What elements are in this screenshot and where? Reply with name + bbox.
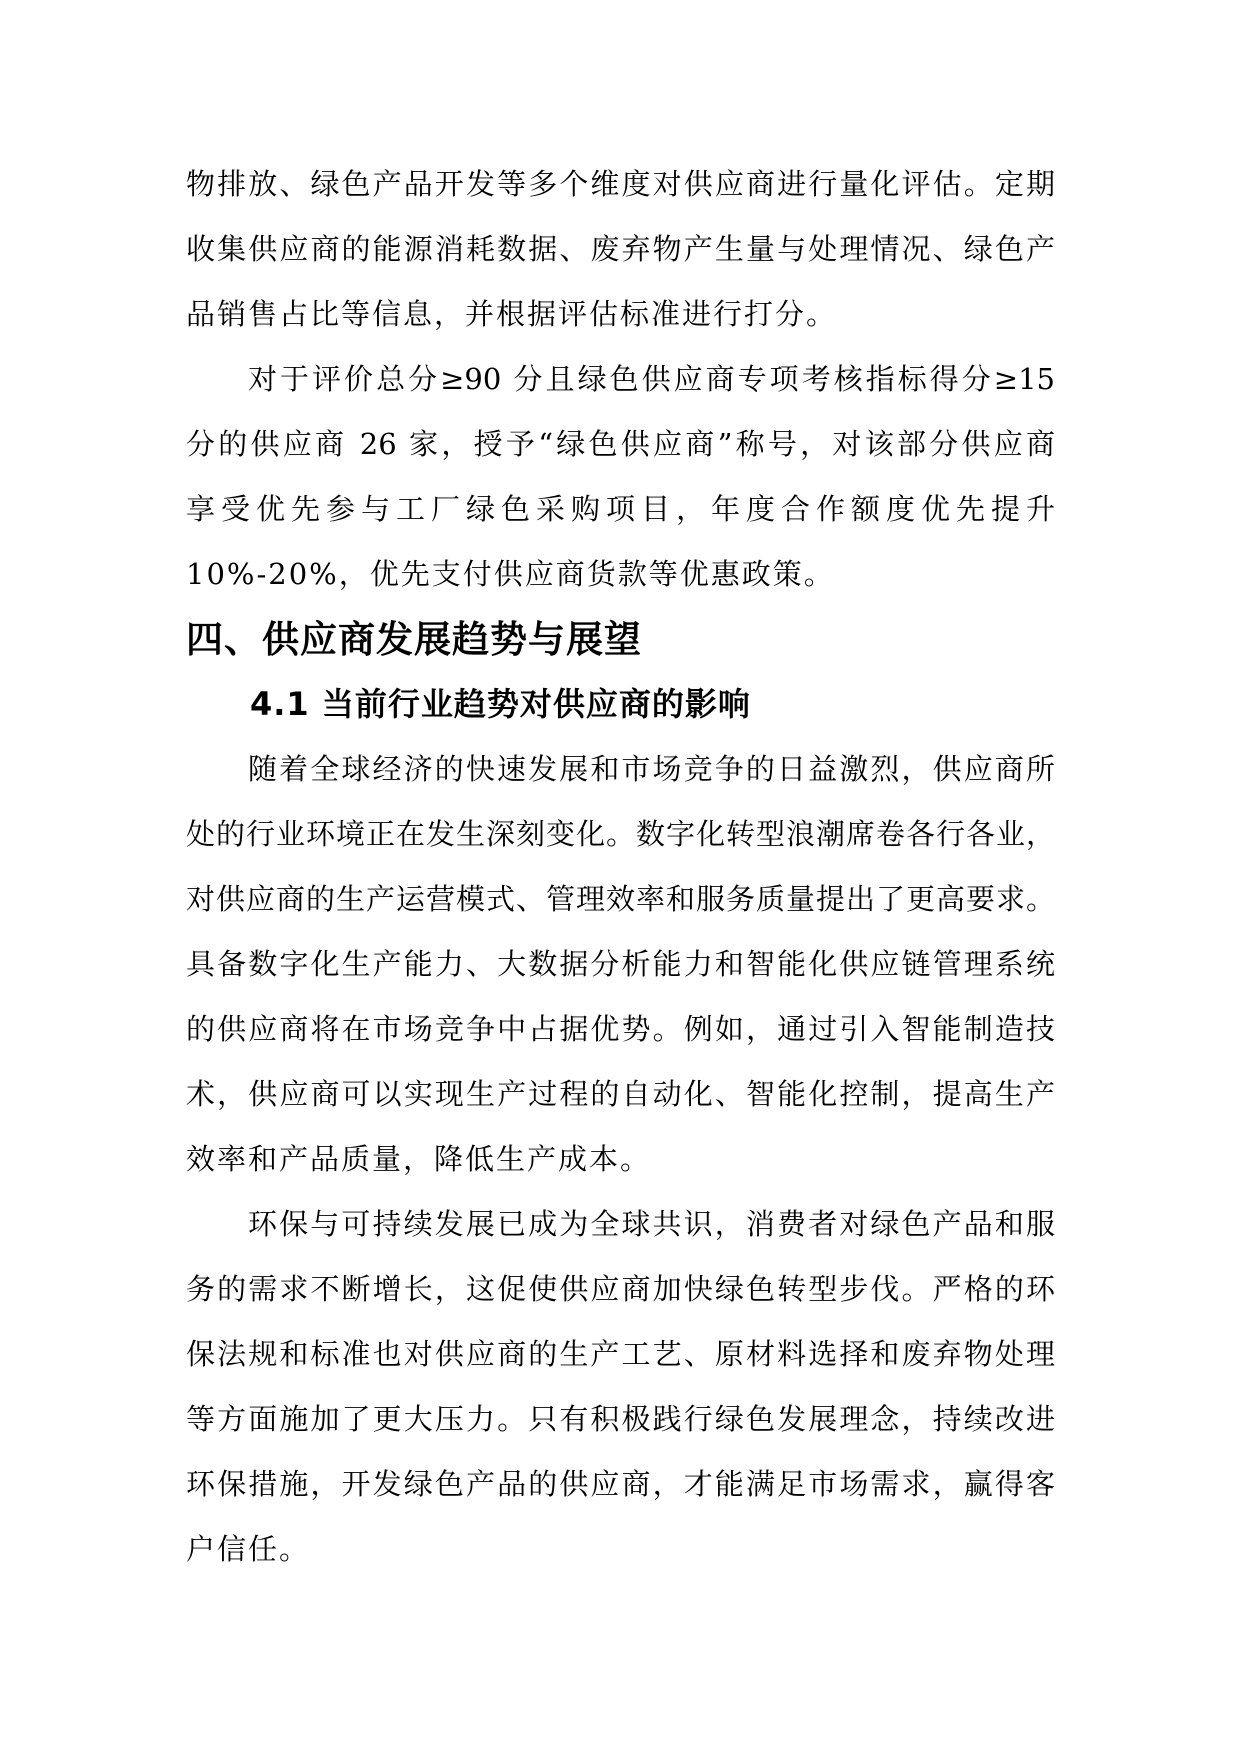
paragraph — [186, 347, 1055, 607]
paragraph-line: 物排放、绿色产品开发等多个维度对供应商进行量化评估。定期 — [186, 167, 1055, 201]
paragraph-line: 环保与可持续发展已成为全球共识，消费者对绿色产品和服 — [248, 1207, 1055, 1241]
paragraph-line: 环保措施，开发绿色产品的供应商，才能满足市场需求，赢得客 — [186, 1467, 1055, 1501]
paragraph-line: 户信任。 — [186, 1532, 311, 1566]
paragraph-line: 术，供应商可以实现生产过程的自动化、智能化控制，提高生产 — [186, 1077, 1055, 1111]
paragraph-line: 的供应商将在市场竞争中占据优势。例如，通过引入智能制造技 — [186, 1012, 1055, 1046]
paragraph-line: 处的行业环境正在发生深刻变化。数字化转型浪潮席卷各行各业， — [186, 817, 1055, 851]
subsection-heading: 4.1 当前行业趋势对供应商的影响 — [250, 685, 751, 723]
paragraph-line: 等方面施加了更大压力。只有积极践行绿色发展理念，持续改进 — [186, 1402, 1055, 1436]
page-text-content — [186, 152, 1055, 1582]
paragraph-line: 10%-20%，优先支付供应商货款等优惠政策。 — [186, 557, 835, 591]
section-heading: 四、供应商发展趋势与展望 — [186, 618, 642, 661]
paragraph-line: 收集供应商的能源消耗数据、废弃物产生量与处理情况、绿色产 — [186, 232, 1055, 266]
paragraph-line: 效率和产品质量，降低生产成本。 — [186, 1142, 652, 1176]
paragraph — [186, 1192, 1055, 1582]
paragraph-line: 分的供应商 26 家，授予“绿色供应商”称号，对该部分供应商 — [186, 427, 1055, 461]
paragraph — [186, 152, 1055, 347]
paragraph — [186, 737, 1055, 1192]
paragraph-line: 务的需求不断增长，这促使供应商加快绿色转型步伐。严格的环 — [186, 1272, 1055, 1306]
paragraph-line: 保法规和标准也对供应商的生产工艺、原材料选择和废弃物处理 — [186, 1337, 1055, 1371]
paragraph-line: 具备数字化生产能力、大数据分析能力和智能化供应链管理系统 — [186, 947, 1055, 981]
paragraph-line: 对于评价总分≥90 分且绿色供应商专项考核指标得分≥15 — [248, 362, 1055, 396]
paragraph-line: 随着全球经济的快速发展和市场竞争的日益激烈，供应商所 — [248, 752, 1055, 786]
paragraph-line: 品销售占比等信息，并根据评估标准进行打分。 — [186, 297, 838, 331]
paragraph-line: 享受优先参与工厂绿色采购项目，年度合作额度优先提升 — [186, 492, 1055, 526]
paragraph-line: 对供应商的生产运营模式、管理效率和服务质量提出了更高要求。 — [186, 882, 1055, 916]
